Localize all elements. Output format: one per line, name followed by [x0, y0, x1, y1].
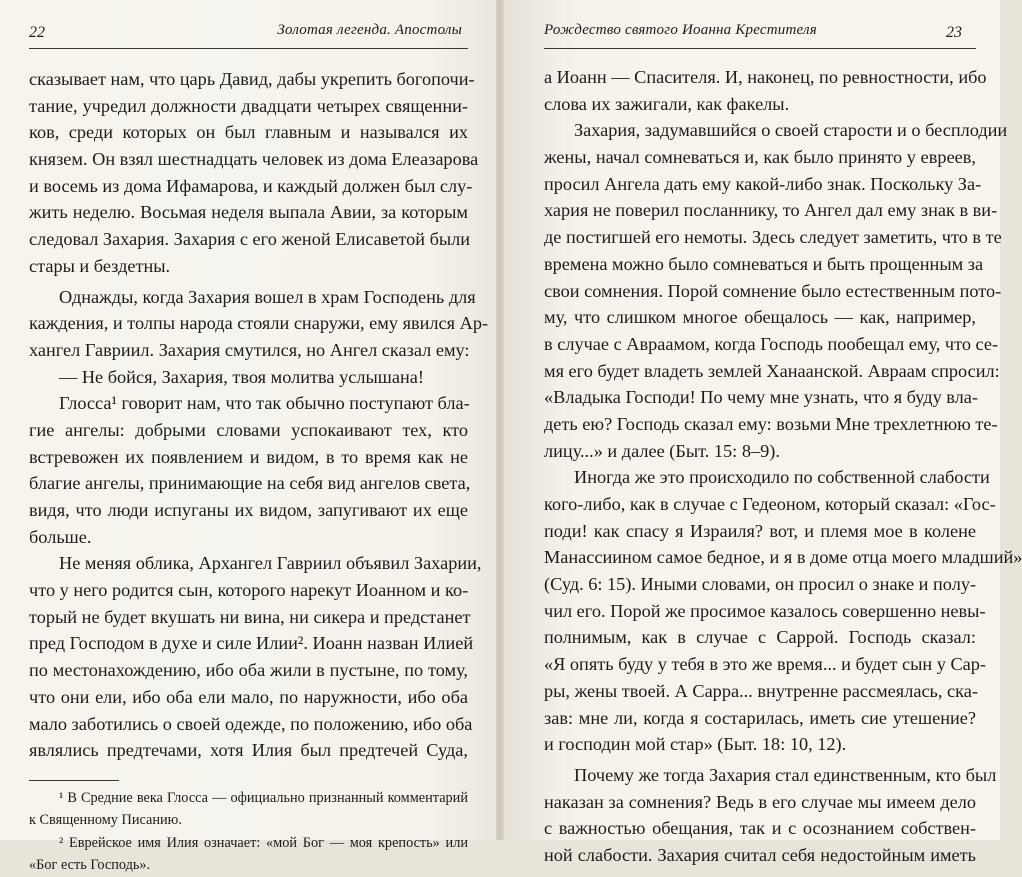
text-line: времена можно было сомневаться и быть прощенным за: [544, 253, 984, 274]
text-line: де постигшей его немоты. Здесь следует заметить, что в те: [544, 227, 1002, 248]
text-line: что у него родится сын, которого нарекут Иоанном и ко-: [29, 580, 469, 601]
text-line: благие ангелы, принимающие на себя вид ангелов света,: [29, 473, 471, 494]
text-line: каждения, и толпы народа стояли снаружи, ему явился Ар-: [29, 313, 489, 334]
text-line: и восемь из дома Ифамарова, и каждый должен был слу-: [29, 175, 473, 196]
text-line: (Суд. 6: 15). Иными словами, он просил о знаке и полу-: [544, 574, 977, 595]
book-gutter: [496, 0, 504, 840]
text-line: жить неделю. Восьмая неделя выпала Авии, за которым: [29, 202, 468, 223]
text-line: что они ели, ибо оба ели мало, по наружности, ибо оба: [29, 686, 468, 707]
text-line: ков, среди которых он был главным и назывался их: [29, 122, 468, 143]
footnote-rule: [29, 780, 119, 781]
text-line: по местонахождению, ибо оба жили в пустыне, по тому,: [29, 660, 468, 681]
text-line: слова их зажигали, как факелы.: [544, 93, 790, 114]
text-line: поди! как спасу я Израиля? вот, и племя мое в колене: [544, 520, 976, 541]
running-head-left: Золотая легенда. Апостолы: [277, 22, 462, 38]
text-line: а Иоанн — Спасителя. И, наконец, по ревностности, ибо: [544, 67, 987, 87]
text-line: Глосса¹ говорит нам, что так обычно поступают бла-: [59, 393, 470, 414]
text-line: «Владыка Господи! По чему мне узнать, что я буду вла-: [544, 387, 978, 408]
header-rule: [29, 48, 468, 49]
page-number-left: 22: [29, 24, 45, 41]
left-page-header: [29, 0, 468, 52]
text-line: хангел Гавриил. Захария смутился, но Ангел сказал ему:: [29, 339, 470, 360]
text-line: ры, жены твоей. А Сарра... внутренне рассмеялась, ска-: [544, 680, 978, 701]
right-page: [504, 0, 1022, 865]
footnote-line: ² Еврейское имя Илия означает: «мой Бог — моя крепость» или: [59, 834, 468, 851]
text-line: кого-либо, как в случае с Гедеоном, который сказал: «Гос-: [544, 494, 996, 514]
footnote-line: ¹ В Средние века Глосса — официально признанный комментарий: [59, 789, 468, 806]
text-line: стары и бездетны.: [29, 255, 171, 276]
text-line: видя, что люди испуганы их видом, запугивают их еще: [29, 500, 468, 520]
text-line: деть ею? Господь сказал ему: возьми Мне трехлетнюю те-: [544, 413, 998, 434]
text-line: торый не будет вкушать ни вина, ни сикера и предстанет: [29, 606, 471, 627]
footnotes: [29, 787, 468, 877]
text-line: пред Господом в духе и силе Илии². Иоанн назван Илией: [29, 633, 474, 654]
text-line: зав: мне ли, когда я состарилась, иметь сие утешение?: [544, 707, 976, 728]
text-line: и господин мой стар» (Быт. 18: 10, 12).: [544, 734, 847, 755]
right-page-text: [544, 64, 1022, 869]
text-line: наказан за сомнения? Ведь в его случае мы имеем дело: [544, 791, 976, 812]
text-line: жены, начал сомневаться и, как было принято у евреев,: [544, 147, 976, 168]
text-line: «Я опять буду у тебя в это же время... и будет сын у Сар-: [544, 654, 987, 675]
text-line: князем. Он взял шестнадцать человек из дома Елеазарова: [29, 149, 479, 170]
text-line: чил его. Порой же просимое казалось совершенно невы-: [544, 600, 986, 621]
text-line: в случае с Авраамом, когда Господь пообещал ему, что се-: [544, 333, 999, 354]
text-line: тание, учредил должности двадцати четырех священни-: [29, 95, 468, 116]
text-line: гие ангелы: добрыми словами успокаивают тех, кто: [29, 419, 468, 440]
text-line: сказывает нам, что царь Давид, дабы укрепить богопочи-: [29, 69, 475, 89]
footnote-line: «Бог есть Господь».: [29, 857, 151, 874]
text-line: мало заботились о своей одежде, по положению, ибо оба: [29, 713, 473, 734]
text-line: встревожен их появлением и видом, в то время как не: [29, 446, 468, 467]
text-line: просил Ангела дать ему какой-либо знак. Поскольку За-: [544, 173, 982, 194]
text-line: полнимым, как в случае с Саррой. Господь сказал:: [544, 627, 976, 648]
text-line: Иногда же это происходило по собственной слабости: [574, 467, 990, 488]
text-line: ной слабости. Захария считал себя недостойным иметь: [544, 844, 976, 865]
left-page-text: [29, 66, 489, 764]
text-line: являлись предтечами, хотя Илия был предтечей Суда,: [29, 740, 468, 761]
text-line: Не меняя облика, Архангел Гавриил объявил Захарии,: [59, 553, 482, 574]
text-line: свои сомнения. Порой сомнение было естественным пото-: [544, 280, 1002, 301]
page-number-right: 23: [946, 24, 962, 41]
text-line: Захария, задумавшийся о своей старости и о бесплодии: [574, 120, 1008, 141]
text-line: с важностью обещания, так и с осознанием собствен-: [544, 818, 976, 839]
text-line: больше.: [29, 526, 92, 547]
text-line: мя его будет владеть землей Ханаанской. Авраам спросил:: [544, 360, 1000, 381]
text-line: лицу...» и далее (Быт. 15: 8–9).: [544, 440, 780, 461]
text-line: Однажды, когда Захария вошел в храм Господень для: [59, 286, 476, 307]
footnote-line: к Священному Писанию.: [29, 812, 182, 829]
text-line: му, что слишком многое обещалось — как, например,: [544, 307, 976, 328]
text-line: — Не бойся, Захария, твоя молитва услышана!: [59, 366, 424, 387]
right-page-header: [544, 0, 976, 52]
text-line: Манассиином самое бедное, и я в доме отца моего младший»: [544, 547, 1022, 568]
text-line: хария не поверил посланнику, то Ангел дал ему знак в ви-: [544, 200, 998, 221]
text-line: следовал Захария. Захария с его женой Елисаветой были: [29, 229, 471, 250]
running-head-right: Рождество святого Иоанна Крестителя: [544, 22, 817, 38]
text-line: Почему же тогда Захария стал единственным, кто был: [574, 764, 997, 785]
header-rule: [544, 48, 976, 49]
left-page: [0, 0, 496, 874]
